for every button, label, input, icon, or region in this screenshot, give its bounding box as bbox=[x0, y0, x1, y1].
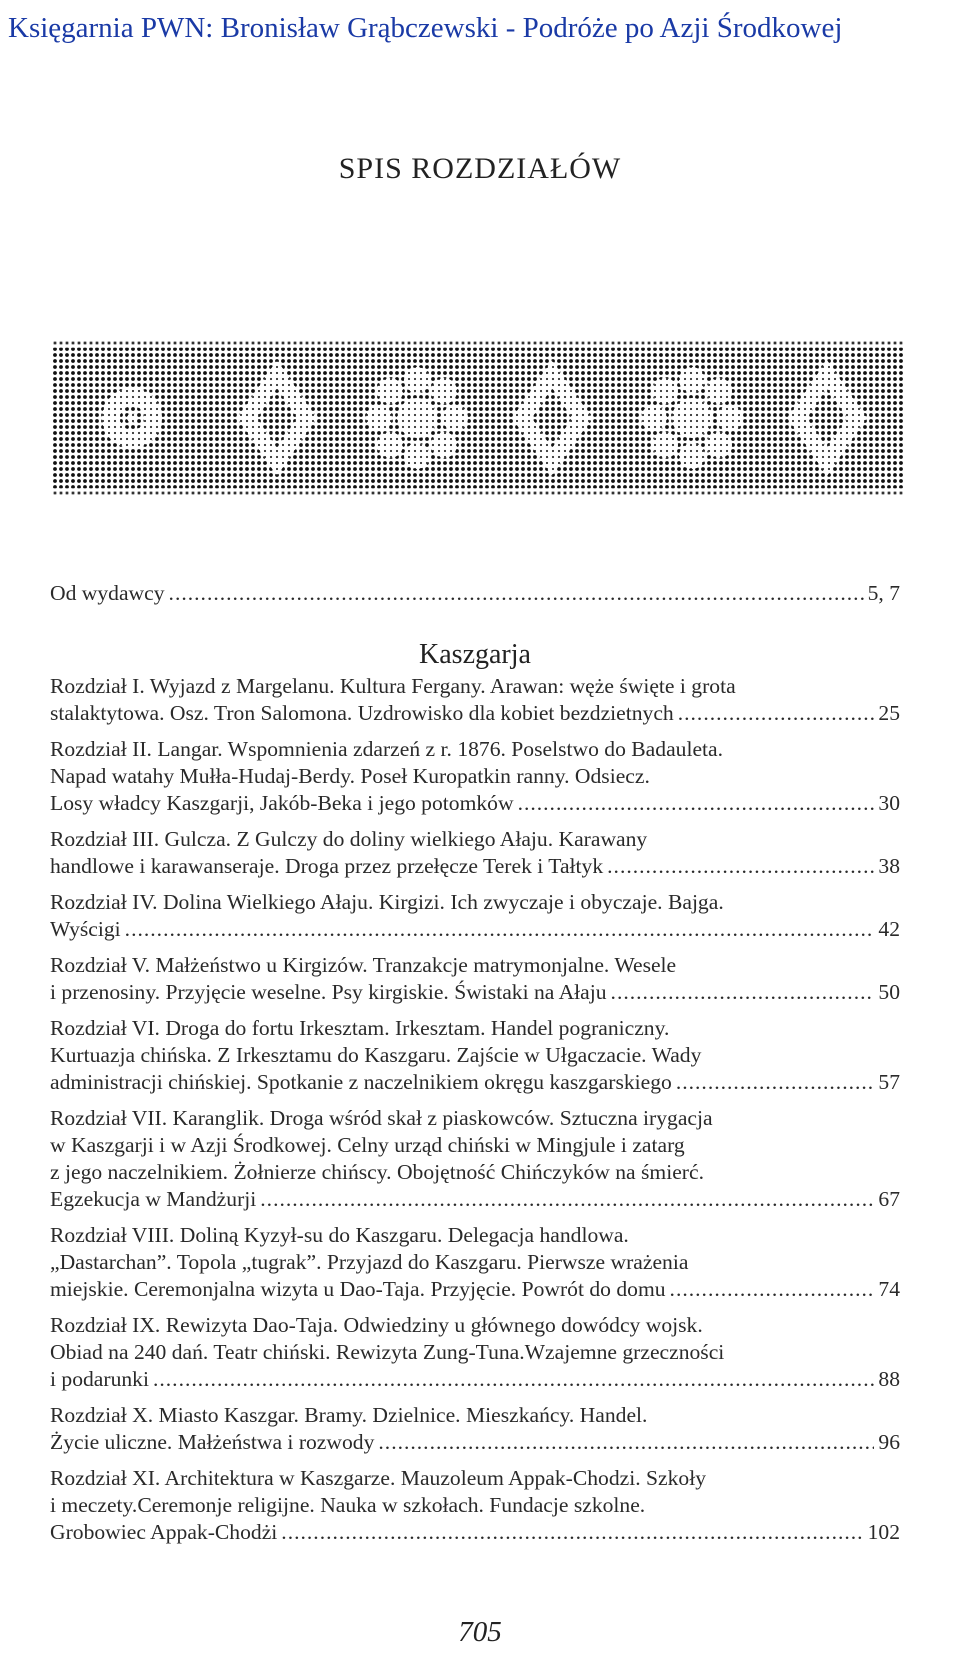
toc-entry-line: Rozdział X. Miasto Kaszgar. Bramy. Dzielnice. Mieszkańcy. Handel. bbox=[50, 1403, 648, 1427]
toc-entry-intro[interactable] bbox=[50, 580, 900, 607]
toc-entry-chapter[interactable] bbox=[50, 1105, 900, 1213]
toc-entry-line: i meczety.Ceremonje religijne. Nauka w szkołach. Fundacje szkolne. bbox=[50, 1493, 646, 1517]
toc-entry-line: Obiad na 240 dań. Teatr chiński. Rewizyta Zung-Tuna.Wzajemne grzeczności bbox=[50, 1340, 725, 1364]
toc-page-number: 57 bbox=[878, 1070, 900, 1094]
dot-leader bbox=[678, 700, 875, 727]
toc-entry-chapter[interactable] bbox=[50, 1402, 900, 1456]
section-heading: Kaszgarja bbox=[419, 639, 531, 670]
dot-leader bbox=[518, 790, 875, 817]
toc-page-number: 88 bbox=[878, 1367, 900, 1391]
page-number: 705 bbox=[458, 1616, 502, 1648]
toc-entry-text: Egzekucja w Mandżurji bbox=[50, 1187, 257, 1211]
table-of-contents bbox=[50, 580, 900, 1546]
toc-entry-line: Rozdział XI. Architektura w Kaszgarze. Mauzoleum Appak-Chodzi. Szkoły bbox=[50, 1466, 707, 1490]
toc-heading: SPIS ROZDZIAŁÓW bbox=[338, 152, 622, 185]
toc-entry-chapter[interactable] bbox=[50, 826, 900, 880]
toc-page-number: 5, 7 bbox=[867, 581, 900, 605]
toc-page-number: 38 bbox=[878, 854, 900, 878]
toc-entry-line: Rozdział VII. Karanglik. Droga wśród skał z piaskowców. Sztuczna irygacja bbox=[50, 1106, 713, 1130]
toc-entry-line: Rozdział III. Gulcza. Z Gulczy do doliny wielkiego Ałaju. Karawany bbox=[50, 827, 648, 851]
toc-page-number: 30 bbox=[878, 791, 900, 815]
toc-entry-text: stalaktytowa. Osz. Tron Salomona. Uzdrowisko dla kobiet bezdzietnych bbox=[50, 701, 674, 725]
dot-leader bbox=[153, 1366, 874, 1393]
toc-entry-line: Rozdział V. Małżeństwo u Kirgizów. Tranzakcje matrymonjalne. Wesele bbox=[50, 953, 677, 977]
dot-leader bbox=[611, 979, 875, 1006]
dot-leader bbox=[281, 1519, 863, 1546]
toc-entry-chapter[interactable] bbox=[50, 736, 900, 817]
toc-entry-text: administracji chińskiej. Spotkanie z naczelnikiem okręgu kaszgarskiego bbox=[50, 1070, 672, 1094]
toc-page-number: 42 bbox=[878, 917, 900, 941]
dot-leader bbox=[169, 580, 864, 607]
toc-entry-chapter[interactable] bbox=[50, 1222, 900, 1303]
toc-entry-text: Grobowiec Appak-Chodżi bbox=[50, 1520, 278, 1544]
dot-leader bbox=[607, 853, 874, 880]
ornament-band bbox=[52, 340, 904, 496]
toc-entry-text: Życie uliczne. Małżeństwa i rozwody bbox=[50, 1430, 375, 1454]
toc-page-number: 25 bbox=[878, 701, 900, 725]
dot-leader bbox=[260, 1186, 874, 1213]
toc-entry-line: Kurtuazja chińska. Z Irkesztamu do Kaszgaru. Zajście w Ułgaczacie. Wady bbox=[50, 1043, 702, 1067]
toc-entry-line: Rozdział IV. Dolina Wielkiego Ałaju. Kirgizi. Ich zwyczaje i obyczaje. Bajga. bbox=[50, 890, 724, 914]
chapter-list bbox=[50, 673, 900, 1546]
toc-page-number: 102 bbox=[867, 1520, 900, 1544]
toc-entry-line: Napad watahy Mułła-Hudaj-Berdy. Poseł Kuropatkin ranny. Odsiecz. bbox=[50, 764, 650, 788]
toc-page-number: 74 bbox=[878, 1277, 900, 1301]
toc-entry-chapter[interactable] bbox=[50, 1465, 900, 1546]
page-header-title[interactable]: Księgarnia PWN: Bronisław Grąbczewski - Podróże po Azji Środkowej bbox=[8, 12, 843, 44]
toc-entry-text: Od wydawcy bbox=[50, 581, 165, 605]
toc-entry-line: z jego naczelnikiem. Żołnierze chińscy. Obojętność Chińczyków na śmierć. bbox=[50, 1160, 704, 1184]
toc-entry-chapter[interactable] bbox=[50, 1312, 900, 1393]
toc-entry-text: Wyścigi bbox=[50, 917, 121, 941]
toc-page-number: 96 bbox=[878, 1430, 900, 1454]
toc-page-number: 67 bbox=[878, 1187, 900, 1211]
toc-entry-chapter[interactable] bbox=[50, 1015, 900, 1096]
toc-entry-text: miejskie. Ceremonjalna wizyta u Dao-Taja. Przyjęcie. Powrót do domu bbox=[50, 1277, 666, 1301]
halftone-ornament-image bbox=[52, 340, 904, 496]
toc-entry-line: Rozdział I. Wyjazd z Margelanu. Kultura Fergany. Arawan: węże święte i grota bbox=[50, 674, 736, 698]
dot-leader bbox=[378, 1429, 874, 1456]
dot-leader bbox=[670, 1276, 875, 1303]
toc-entry-line: Rozdział VIII. Doliną Kyzył-su do Kaszgaru. Delegacja handlowa. bbox=[50, 1223, 629, 1247]
dot-leader bbox=[125, 916, 875, 943]
toc-page-number: 50 bbox=[878, 980, 900, 1004]
toc-entry-chapter[interactable] bbox=[50, 952, 900, 1006]
toc-entry-text: i przenosiny. Przyjęcie weselne. Psy kirgiskie. Świstaki na Ałaju bbox=[50, 980, 607, 1004]
dot-leader bbox=[676, 1069, 875, 1096]
toc-entry-line: Rozdział IX. Rewizyta Dao-Taja. Odwiedziny u głównego dowódcy wojsk. bbox=[50, 1313, 703, 1337]
toc-entry-text: Losy władcy Kaszgarji, Jakób-Beka i jego potomków bbox=[50, 791, 514, 815]
toc-entry-text: handlowe i karawanseraje. Droga przez przełęcze Terek i Tałtyk bbox=[50, 854, 604, 878]
toc-entry-text: i podarunki bbox=[50, 1367, 149, 1391]
toc-entry-chapter[interactable] bbox=[50, 673, 900, 727]
toc-entry-line: „Dastarchan”. Topola „tugrak”. Przyjazd do Kaszgaru. Pierwsze wrażenia bbox=[50, 1250, 689, 1274]
toc-entry-line: w Kaszgarji i w Azji Środkowej. Celny urząd chiński w Mingjule i zatarg bbox=[50, 1133, 685, 1157]
toc-entry-line: Rozdział II. Langar. Wspomnienia zdarzeń z r. 1876. Poselstwo do Badauleta. bbox=[50, 737, 724, 761]
toc-entry-chapter[interactable] bbox=[50, 889, 900, 943]
toc-entry-line: Rozdział VI. Droga do fortu Irkesztam. Irkesztam. Handel pograniczny. bbox=[50, 1016, 670, 1040]
